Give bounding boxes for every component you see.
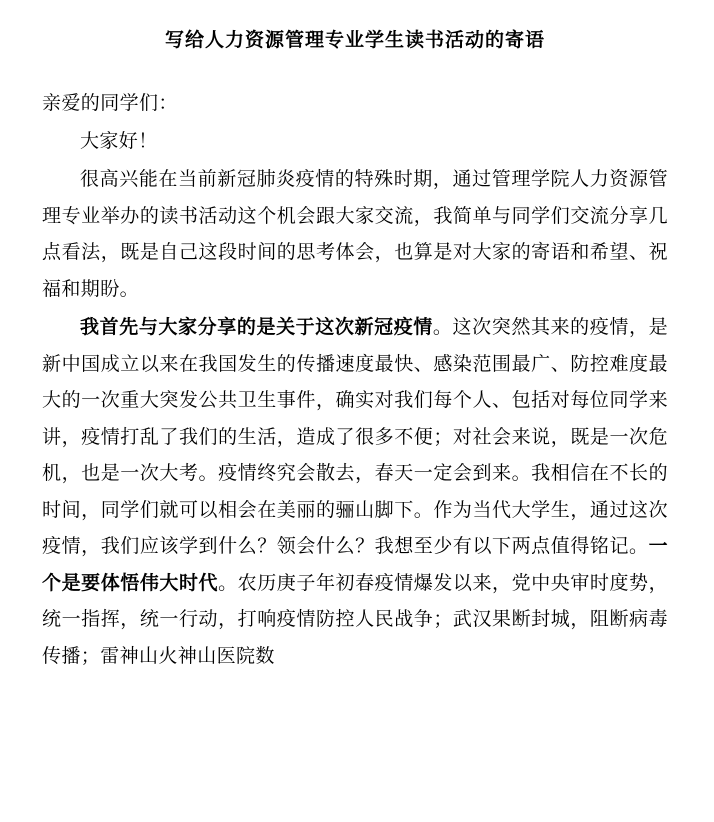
text-run: 大家好！ — [80, 129, 158, 152]
document-body — [42, 85, 668, 675]
text-run-bold: 我首先与大家分享的是关于这次新冠疫情 — [80, 316, 433, 339]
text-run: 。这次突然其来的疫情，是新中国成立以来在我国发生的传播速度最快、感染范围最广、防控难度最大的一次重大突发公共卫生事件，确实对我们每个人、包括对每位同学来讲，疫情打乱了我们的生活，造成了很多不便；对社会来说，既是一次危机，也是一次大考。疫情终究会散去，春天一定会到来。我相信在不长的时间，同学们就可以相会在美丽的骊山脚下。作为当代大学生，通过这次疫情，我们应该学到什么？领会什么？我想至少有以下两点值得铭记。 — [42, 316, 668, 558]
paragraph-salutation — [42, 85, 668, 121]
paragraph-greeting — [42, 123, 668, 159]
paragraph-body-1 — [42, 161, 668, 307]
page-title: 写给人力资源管理专业学生读书活动的寄语 — [164, 29, 545, 51]
text-run-bold: 一个是要体悟伟大时代 — [42, 535, 668, 594]
text-run: 。农历庚子年初春疫情爆发以来，党中央审时度势，统一指挥，统一行动，打响疫情防控人民战争；武汉果断封城，阻断病毒传播；雷神山火神山医院数 — [42, 571, 668, 667]
text-run: 亲爱的同学们： — [42, 91, 178, 114]
text-run: 很高兴能在当前新冠肺炎疫情的特殊时期，通过管理学院人力资源管理专业举办的读书活动这个机会跟大家交流，我简单与同学们交流分享几点看法，既是自己这段时间的思考体会，也算是对大家的寄语和希望、祝福和期盼。 — [42, 168, 668, 300]
paragraph-body-2 — [42, 309, 668, 674]
